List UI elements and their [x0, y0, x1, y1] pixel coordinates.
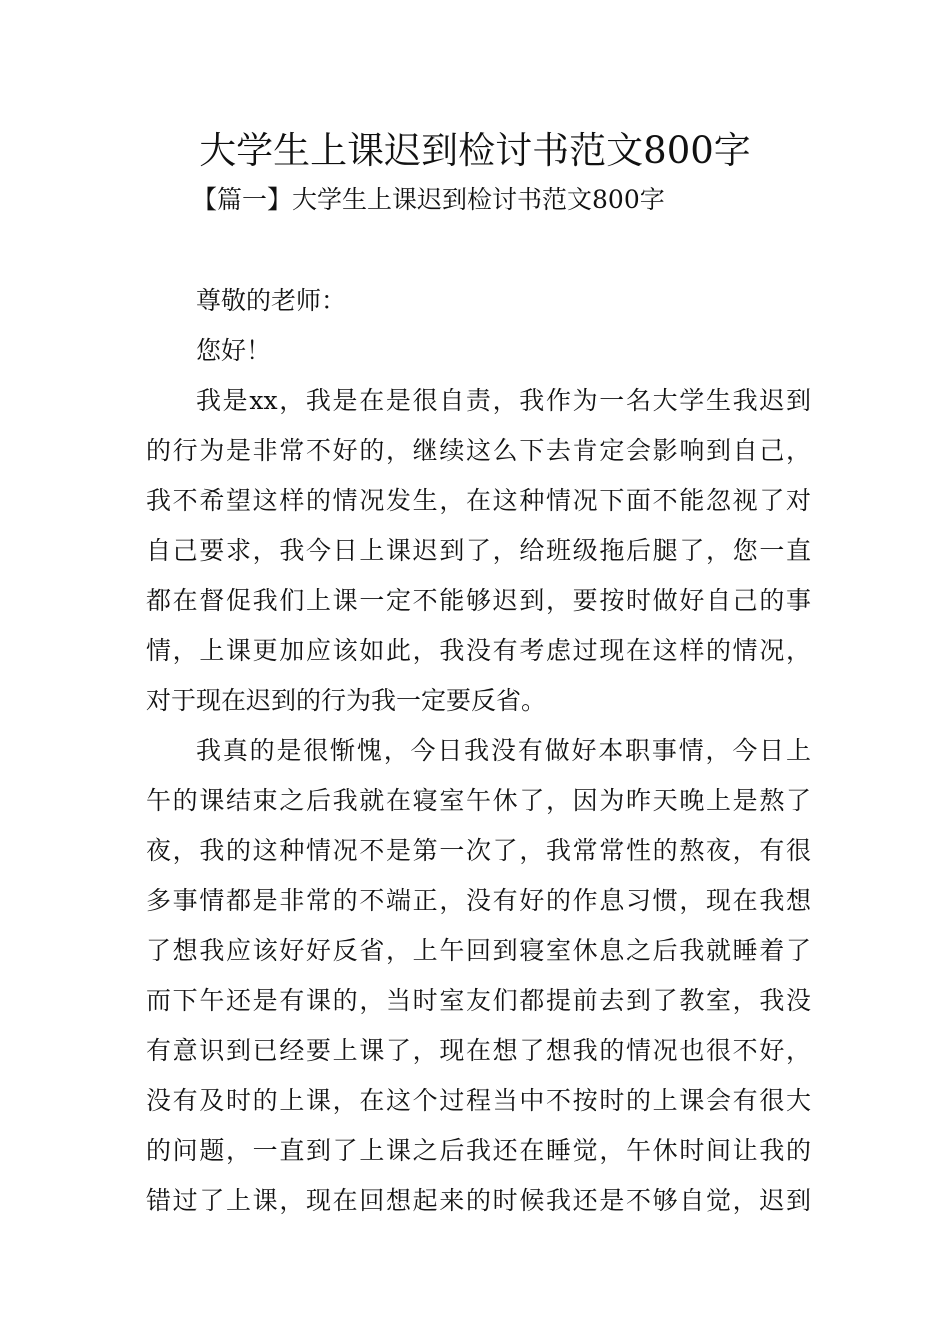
paragraph-line: 的行为是非常不好的，继续这么下去肯定会影响到自己，: [146, 436, 811, 465]
paragraph-line: 没有及时的上课，在这个过程当中不按时的上课会有很大: [146, 1086, 811, 1115]
paragraph-line: 有意识到已经要上课了，现在想了想我的情况也很不好，: [146, 1036, 811, 1065]
paragraph-line: 对于现在迟到的行为我一定要反省。: [146, 686, 547, 715]
paragraph-line: 了想我应该好好反省，上午回到寝室休息之后我就睡着了: [146, 936, 811, 965]
document-body: [146, 276, 811, 1226]
paragraph-line: 我真的是很惭愧，今日我没有做好本职事情，今日上: [196, 736, 811, 765]
document-title: 大学生上课迟到检讨书范文800字: [199, 129, 751, 172]
paragraph-2: [146, 726, 811, 1226]
paragraph-1: [146, 376, 811, 726]
paragraph-line: 都在督促我们上课一定不能够迟到，要按时做好自己的事: [146, 586, 811, 615]
document-subtitle: 【篇一】大学生上课迟到检讨书范文800字: [192, 185, 665, 214]
paragraph-line: 而下午还是有课的，当时室友们都提前去到了教室，我没: [146, 986, 811, 1015]
salutation: 尊敬的老师：: [196, 286, 347, 315]
paragraph-line: 我是xx，我是在是很自责，我作为一名大学生我迟到: [196, 386, 811, 415]
paragraph-line: 的问题，一直到了上课之后我还在睡觉，午休时间让我的: [146, 1136, 811, 1165]
paragraph-line: 情，上课更加应该如此，我没有考虑过现在这样的情况，: [146, 636, 811, 665]
paragraph-line: 夜，我的这种情况不是第一次了，我常常性的熬夜，有很: [146, 836, 811, 865]
paragraph-line: 午的课结束之后我就在寝室午休了，因为昨天晚上是熬了: [146, 786, 811, 815]
paragraph-line: 多事情都是非常的不端正，没有好的作息习惯，现在我想: [146, 886, 811, 915]
paragraph-line: 我不希望这样的情况发生，在这种情况下面不能忽视了对: [146, 486, 811, 515]
paragraph-line: 错过了上课，现在回想起来的时候我还是不够自觉，迟到: [146, 1186, 811, 1215]
greeting: 您好！: [196, 336, 272, 365]
paragraph-line: 自己要求，我今日上课迟到了，给班级拖后腿了，您一直: [146, 536, 811, 565]
